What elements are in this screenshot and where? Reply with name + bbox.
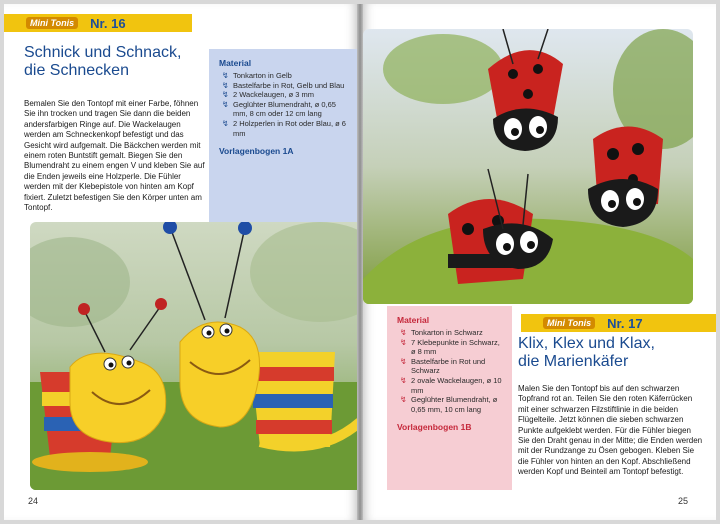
template-reference: Vorlagenbogen 1A	[219, 146, 294, 157]
hook-bullet-icon: ↯	[400, 356, 407, 366]
hook-bullet-icon: ↯	[400, 337, 407, 347]
material-heading: Material	[397, 315, 430, 325]
page-number: 25	[677, 496, 688, 506]
snail-photo	[30, 222, 357, 490]
material-item: ↯ Geglühter Blumendraht, ø 0,65 mm, 10 cm lang	[400, 395, 498, 414]
hook-bullet-icon: ↯	[222, 118, 229, 128]
ladybug-photo	[363, 29, 693, 304]
material-item: ↯ Geglühter Blumendraht, ø 0,65 mm, 8 cm oder 12 cm lang	[222, 99, 336, 119]
title-line-2: die Schnecken	[24, 62, 129, 79]
material-item: ↯ 2 Wackelaugen, ø 3 mm	[222, 90, 315, 100]
instructions-text: Malen Sie den Tontopf bis auf den schwarzen Topfrand rot an. Teilen Sie den roten Käferrücken mit einer schwarzen Filzstiftlinie in die beiden Flügelteile. Jetzt können die sieben schwarzen Punkte aufgeklebt werden. Für die Fühler biegen Sie den Draht genau in der Mitte; die Enden werden mit der Rundzange zu Ösen gebogen. Kleben Sie die Fühler von hinten an den Kopf. Abschließend werden Kopf und Beinteil am Tontopf befestigt.	[518, 384, 703, 477]
left-page	[4, 4, 357, 520]
material-box	[387, 306, 512, 490]
instructions-text: Bemalen Sie den Tontopf mit einer Farbe, föhnen Sie ihn trocken und tragen Sie dann die beiden andersfarbigen Ringe auf. Die Wackelaugen werden am Schneckenkopf befestigt und das Gesicht wird aufgemalt. Die Bäckchen werden mit einem roten Buntstift gemalt. Biegen Sie den Blumendraht zu einem engen V und kleben Sie auf die Enden jeweils eine Holzperle. Die Fühler werden mit der Klebepistole von hinten am Kopf fixiert. Zuletzt befestigen Sie den Körper unten am Tontopf.	[24, 99, 205, 213]
hook-bullet-icon: ↯	[400, 328, 407, 337]
hook-bullet-icon: ↯	[222, 99, 229, 109]
material-heading: Material	[219, 58, 252, 68]
page-title	[518, 335, 708, 371]
brand-logo: Mini Tonis	[543, 317, 595, 329]
material-item: ↯ 7 Klebepunkte in Schwarz, ø 8 mm	[400, 337, 500, 357]
project-header-17	[521, 314, 716, 332]
hook-bullet-icon: ↯	[400, 395, 407, 405]
title-line-1: Klix, Klex und Klax,	[518, 335, 655, 352]
page-title	[24, 44, 204, 80]
hook-bullet-icon: ↯	[222, 80, 229, 90]
hook-bullet-icon: ↯	[400, 375, 407, 385]
hook-bullet-icon: ↯	[222, 90, 229, 100]
project-number: Nr. 17	[607, 315, 643, 331]
material-item: ↯ 2 Holzperlen in Rot oder Blau, ø 6 mm	[222, 118, 346, 138]
right-page	[363, 4, 716, 520]
hook-bullet-icon: ↯	[222, 71, 229, 80]
template-reference: Vorlagenbogen 1B	[397, 422, 472, 433]
material-item: ↯ 2 ovale Wackelaugen, ø 10 mm	[400, 375, 502, 395]
material-item: ↯ Bastelfarbe in Rot und Schwarz	[400, 356, 486, 376]
project-header-16	[4, 14, 192, 32]
brand-logo: Mini Tonis	[26, 17, 78, 29]
material-item: ↯ Tonkarton in Gelb	[222, 71, 292, 80]
project-number: Nr. 16	[90, 15, 126, 31]
page-number: 24	[28, 496, 39, 506]
title-line-2: die Marienkäfer	[518, 353, 629, 370]
material-item: ↯ Bastelfarbe in Rot, Gelb und Blau	[222, 80, 345, 90]
title-line-1: Schnick und Schnack,	[24, 44, 182, 61]
material-item: ↯ Tonkarton in Schwarz	[400, 328, 483, 337]
material-box	[209, 49, 357, 224]
